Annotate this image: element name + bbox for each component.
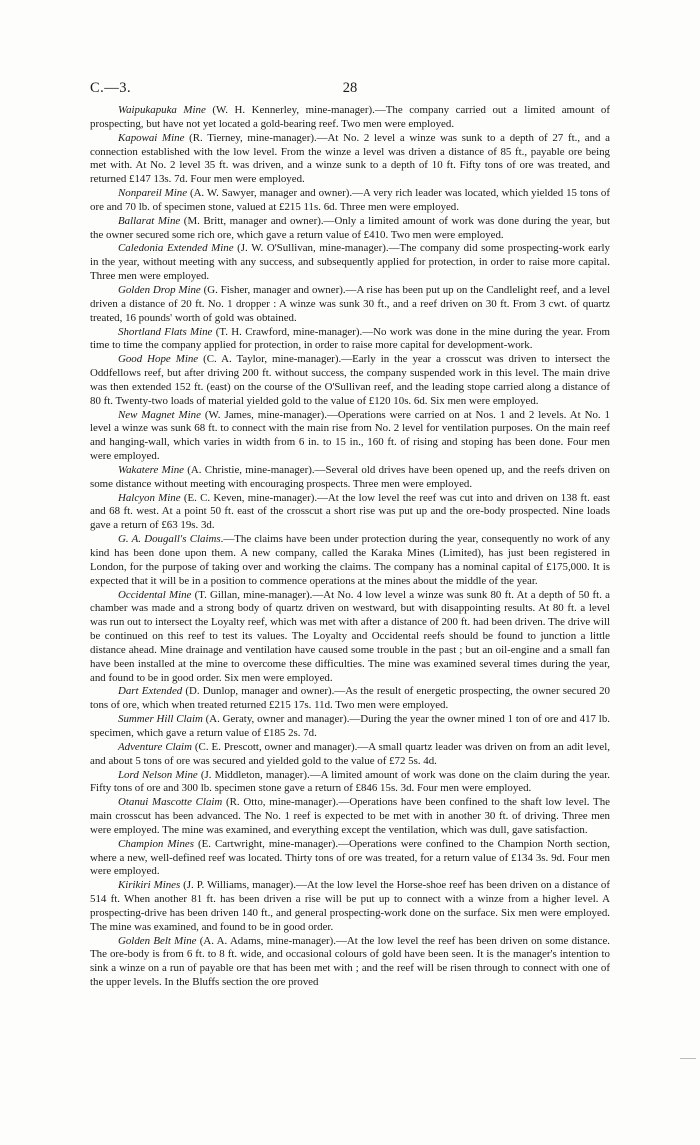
paragraph-text: (J. P. Williams, manager).—At the low level the Horse-shoe reef has been driven on a distance of 514 ft. When another 81 ft. has been driven a rise will be put up to connect with a winze from a higher level. A prospecting-drive has been driven 140 ft., and general prospecting-work done on the surface. Six men were employed. The mine was examined, and found to be in good order.	[90, 879, 610, 933]
paragraph-text: (T. Gillan, mine-manager).—At No. 4 low level a winze was sunk 80 ft. At a depth of 50 ft. a chamber was made and a strong body of quartz driven on westward, but with disappointing results. At 80 ft. a level was run out to intersect the Loyalty reef, which was met with after a distance of 200 ft. had been driven. The drive will be continued on this reef to test its values. The Loyalty and Occidental reefs should be found to junction a little distance ahead. Mine drainage and ventilation have caused some trouble in the past ; but an oil-engine and a small fan have been installed at the mine to overcome these difficulties. The mine was examined several times during the year, and found to be in good order. Six men were employed.	[90, 588, 610, 684]
mine-name: G. A. Dougall's Claims	[118, 533, 221, 546]
mine-name: Occidental Mine	[118, 588, 192, 601]
mine-name: Kapowai Mine	[118, 131, 185, 144]
mine-name: Nonpareil Mine	[118, 187, 188, 200]
mine-paragraph-waipukapuka	[90, 104, 610, 132]
paragraph-text: (M. Britt, manager and owner).—Only a limited amount of work was done during the year, but the owner secured some rich ore, which gave a return value of £410. Two men were employed.	[90, 214, 610, 241]
mine-paragraph-otanui-mascotte	[90, 796, 610, 838]
paragraph-text: (C. A. Taylor, mine-manager).—Early in the year a crosscut was driven to intersect the Oddfellows reef, but after driving 200 ft. without success, the company suspended work in this level. The main drive was then extended 152 ft. (east) on the course of the O'Sullivan reef, and the leading stope carried along a distance of 80 ft. Twenty-two loads of material yielded gold to the value of £120 10s. 6d. Six men were employed.	[90, 353, 610, 407]
mine-paragraph-lord-nelson	[90, 769, 610, 797]
paragraph-text: (A. Geraty, owner and manager).—During the year the owner mined 1 ton of ore and 417 lb. specimen, which gave a return value of £185 2s. 7d.	[90, 713, 610, 739]
paragraph-text: (J. W. O'Sullivan, mine-manager).—The company did some prospecting-work early in the year, without meeting with any success, and subsequently applied for protection, in order to raise more capital. Three men were employed.	[90, 242, 610, 283]
mine-paragraph-kirikiri	[90, 879, 610, 934]
mine-name: Caledonia Extended Mine	[118, 242, 234, 255]
paragraph-text: (T. H. Crawford, mine-manager).—No work was done in the mine during the year. From time to time the company applied for protection, in order to raise more capital for development-work.	[90, 325, 611, 352]
mine-paragraph-shortland-flats	[90, 326, 610, 354]
mine-name: Waipukapuka Mine	[118, 104, 206, 116]
paragraph-text: (E. Cartwright, mine-manager).—Operations were confined to the Champion North section, where a new, well-defined reef was located. Thirty tons of ore was treated, for a return value of £134 3s. 9d. Four men were employed.	[90, 837, 610, 878]
mine-name: Ballarat Mine	[118, 214, 181, 227]
mine-name: Shortland Flats Mine	[118, 325, 213, 338]
mine-paragraph-kapowai	[90, 132, 610, 187]
mine-paragraph-caledonia-extended	[90, 242, 610, 284]
mine-paragraph-adventure	[90, 741, 610, 769]
mine-name: Champion Mines	[118, 837, 194, 850]
paragraph-text: (R. Tierney, mine-manager).—At No. 2 level a winze was sunk to a depth of 27 ft., and a connection established with the low level. From the winze a level was driven a distance of 85 ft., payable ore being met with. At No. 2 level 35 ft. was driven, and a winze sunk to a depth of 10 ft. Fifty tons of ore was treated, and returned £147 13s. 7d. Four men were employed.	[90, 131, 610, 186]
paragraph-text: (W. James, mine-manager).—Operations were carried on at Nos. 1 and 2 levels. At No. 1 level a winze was sunk 68 ft. to connect with the main rise from No. 2 level for ventilation purposes. On the main reef and hanging-wall, which varies in width from 6 in. to 15 in., 160 ft. of rising and stoping has been done. Four men were employed.	[90, 408, 611, 463]
mine-paragraph-ballarat	[90, 215, 610, 243]
paragraph-text: (D. Dunlop, manager and owner).—As the result of energetic prospecting, the owner secured 20 tons of ore, which when treated returned £215 17s. 11d. Two men were employed.	[90, 685, 611, 712]
mine-name: Dart Extended	[118, 685, 183, 698]
paragraph-text: (A. A. Adams, mine-manager).—At the low level the reef has been driven on some distance. The ore-body is from 6 ft. to 8 ft. wide, and occasional colours of gold have been seen. It is the manager's intention to sink a winze on a run of payable ore that has been met with ; and the reef will be risen through to connect with one of the upper levels. In the Bluffs section the ore proved	[90, 934, 611, 989]
mine-name: New Magnet Mine	[118, 408, 201, 421]
mine-paragraph-champion	[90, 838, 610, 880]
mine-name: Lord Nelson Mine	[118, 768, 198, 781]
page-header	[90, 80, 610, 100]
mine-paragraph-summer-hill	[90, 713, 610, 741]
mine-paragraph-dart-extended	[90, 685, 610, 713]
mine-paragraph-good-hope	[90, 353, 610, 408]
mine-name: Good Hope Mine	[118, 353, 199, 366]
paragraph-text: (A. W. Sawyer, manager and owner).—A very rich leader was located, which yielded 15 tons of ore and 70 lb. of specimen stone, valued at £215 11s. 6d. Three men were employed.	[90, 187, 611, 213]
mine-paragraph-dougall-claims	[90, 533, 610, 588]
paragraph-text: (E. C. Keven, mine-manager).—At the low level the reef was cut into and driven on 138 ft. east and 68 ft. west. At a point 50 ft. east of the crosscut a short rise was put up and the ore-body prospected. Nine loads gave a return of £63 19s. 3d.	[90, 491, 610, 532]
paragraph-text: (J. Middleton, manager).—A limited amount of work was done on the claim during the year. Fifty tons of ore and 300 lb. specimen stone gave a return of £846 15s. 3d. Four men were employed.	[90, 768, 610, 795]
mine-paragraph-golden-drop	[90, 284, 610, 326]
mine-name: Halcyon Mine	[118, 491, 181, 504]
page-number: 28	[342, 80, 358, 96]
mine-name: Otanui Mascotte Claim	[118, 796, 223, 809]
mine-paragraph-nonpareil	[90, 187, 610, 215]
report-body	[90, 104, 610, 990]
mine-paragraph-halcyon	[90, 492, 610, 534]
report-reference: C.—3.	[90, 80, 132, 96]
paragraph-text: .—The claims have been under protection during the year, consequently no work of any kind has been done upon them. A new company, called the Karaka Mines (Limited), has just been registered in London, for the purpose of taking over and working the claims. The company has a nominal capital of £175,000. It is expected that it will be in a position to commence operations at the mines about the middle of the year.	[90, 533, 610, 587]
paragraph-text: (R. Otto, mine-manager).—Operations have been confined to the shaft low level. The main crosscut has been advanced. The No. 1 reef is expected to be met with in another 30 ft. of driving. Three men were employed. The mine was examined, and everything except the ventilation, which was dull, gave satisfaction.	[90, 796, 610, 836]
mine-name: Adventure Claim	[118, 740, 192, 753]
mine-name: Kirikiri Mines	[118, 879, 181, 892]
paragraph-text: (C. E. Prescott, owner and manager).—A small quartz leader was driven on from an adit level, and about 5 tons of ore was secured and yielded gold to the value of £72 5s. 4d.	[90, 740, 610, 767]
mine-paragraph-golden-belt	[90, 935, 610, 990]
mine-paragraph-occidental	[90, 589, 610, 686]
paragraph-text: (G. Fisher, manager and owner).—A rise has been put up on the Candlelight reef, and a level driven a distance of 20 ft. No. 1 dropper : A winze was sunk 30 ft., and a reef driven on 30 ft. From 3 cwt. of quartz treated, 16 pounds' worth of gold was obtained.	[90, 283, 610, 324]
margin-mark	[680, 1058, 696, 1061]
mine-name: Summer Hill Claim	[118, 713, 203, 726]
mine-name: Wakatere Mine	[118, 463, 184, 476]
paragraph-text: (W. H. Kennerley, mine-manager).—The company carried out a limited amount of prospecting, but have not yet located a gold-bearing reef. Two men were employed.	[90, 104, 610, 130]
mine-paragraph-new-magnet	[90, 409, 610, 464]
mine-paragraph-wakatere	[90, 464, 610, 492]
mine-name: Golden Drop Mine	[118, 283, 201, 296]
paragraph-text: (A. Christie, mine-manager).—Several old drives have been opened up, and the reefs driven on some distance without meeting with encouraging prospects. Three men were employed.	[90, 463, 610, 490]
mine-name: Golden Belt Mine	[118, 934, 197, 947]
